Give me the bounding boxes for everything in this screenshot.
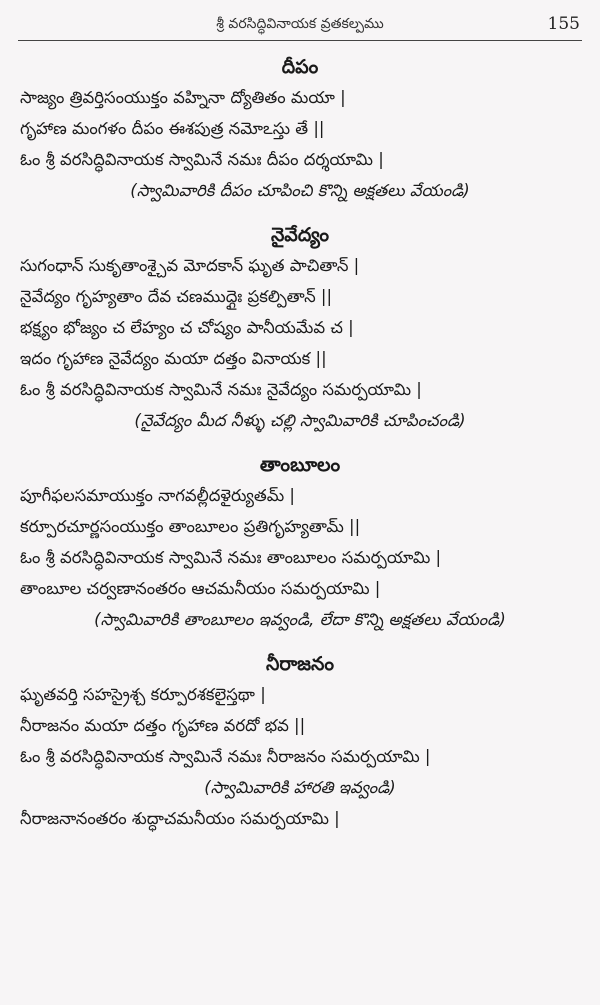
section-title: దీపం bbox=[281, 56, 319, 78]
verse-line: నీరాజనం మయా దత్తం గృహాణ వరదో భవ || bbox=[20, 716, 306, 735]
section-naivedyam bbox=[18, 220, 582, 436]
instruction-note: (స్వామివారికి హారతి ఇవ్వండి) bbox=[204, 778, 396, 797]
section-deepam bbox=[18, 52, 582, 206]
verse-line: సాజ్యం త్రివర్తిసంయుక్తం వహ్నినా ద్యోతితం మయా | bbox=[20, 88, 346, 107]
verse-line: ఓం శ్రీ వరసిద్ధివినాయక స్వామినే నమః నైవేద్యం సమర్పయామి | bbox=[20, 380, 422, 399]
page-header bbox=[18, 14, 582, 41]
verse-line: నీరాజనానంతరం శుద్ధాచమనీయం సమర్పయామి | bbox=[20, 809, 340, 828]
section-title: నైవేద్యం bbox=[270, 224, 330, 246]
verse-line: ఓం శ్రీ వరసిద్ధివినాయక స్వామినే నమః నీరాజనం సమర్పయామి | bbox=[20, 747, 431, 766]
section-title: తాంబూలం bbox=[259, 454, 341, 476]
verse-line: భక్ష్యం భోజ్యం చ లేహ్యం చ చోష్యం పానీయమేవ చ | bbox=[20, 318, 354, 337]
instruction-note: (స్వామివారికి దీపం చూపించి కొన్ని అక్షతలు వేయండి) bbox=[130, 181, 470, 200]
verse-line: ఘృతవర్తి సహస్రైశ్చ కర్పూరశకలైస్తథా | bbox=[20, 685, 266, 704]
section-title: నీరాజనం bbox=[265, 653, 334, 675]
verse-line: కర్పూరచూర్ణసంయుక్తం తాంబూలం ప్రతిగృహ్యతామ్ || bbox=[20, 517, 361, 536]
page-number: 155 bbox=[547, 14, 580, 34]
section-spacer bbox=[18, 635, 582, 649]
verse-line: తాంబూల చర్వణానంతరం ఆచమనీయం సమర్పయామి | bbox=[20, 579, 381, 598]
section-spacer bbox=[18, 436, 582, 450]
running-head: శ్రీ వరసిద్ధివినాయక వ్రతకల్పము bbox=[216, 16, 384, 32]
verse-line: ఓం శ్రీ వరసిద్ధివినాయక స్వామినే నమః తాంబూలం సమర్పయామి | bbox=[20, 548, 442, 567]
verse-line: నైవేద్యం గృహ్యతాం దేవ చణముద్గైః ప్రకల్పితాన్ || bbox=[20, 287, 333, 306]
instruction-note: (స్వామివారికి తాంబూలం ఇవ్వండి, లేదా కొన్ని అక్షతలు వేయండి) bbox=[94, 610, 506, 629]
verse-line: గృహాణ మంగళం దీపం ఈశపుత్ర నమోఽస్తు తే || bbox=[20, 119, 325, 138]
section-tambulam bbox=[18, 450, 582, 635]
page-content bbox=[18, 52, 582, 834]
section-spacer bbox=[18, 206, 582, 220]
verse-line: పూగీఫలసమాయుక్తం నాగవల్లీదళైర్యుతమ్ | bbox=[20, 486, 295, 505]
section-neerajanam bbox=[18, 649, 582, 834]
verse-line: ఓం శ్రీ వరసిద్ధివినాయక స్వామినే నమః దీపం దర్శయామి | bbox=[20, 150, 384, 169]
verse-line: సుగంధాన్ సుకృతాంశ్చైవ మోదకాన్ ఘృత పాచితాన్ | bbox=[20, 256, 360, 275]
instruction-note: (నైవేద్యం మీద నీళ్ళు చల్లి స్వామివారికి చూపించండి) bbox=[134, 411, 466, 430]
verse-line: ఇదం గృహాణ నైవేద్యం మయా దత్తం వినాయక || bbox=[20, 349, 327, 368]
